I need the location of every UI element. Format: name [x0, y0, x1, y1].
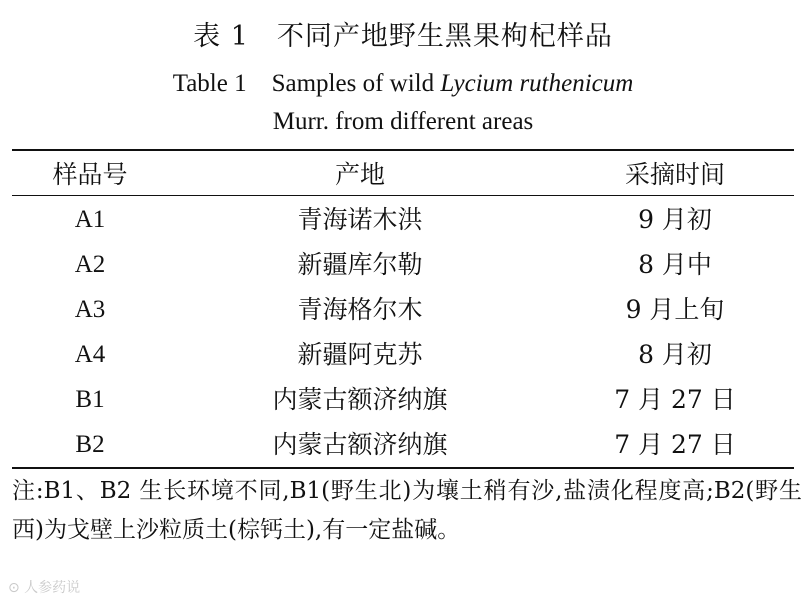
- table-footnote: 注:B1、B2 生长环境不同,B1(野生北)为壤土稍有沙,盐渍化程度高;B2(野生西)为戈壁上沙粒质土(棕钙土),有一定盐碱。: [12, 478, 802, 543]
- title-english-species: Lycium ruthenicum: [440, 70, 634, 97]
- header-origin: 产地: [334, 160, 385, 189]
- cell-origin: 内蒙古额济纳旗: [272, 430, 448, 459]
- table-row: [0, 287, 806, 332]
- cell-sample-no: B2: [75, 431, 105, 458]
- table-row: [0, 332, 806, 377]
- table-top-rule: [12, 149, 794, 151]
- cell-origin: 内蒙古额济纳旗: [272, 385, 448, 414]
- title-english-prefix: Table 1 Samples of wild: [172, 70, 441, 97]
- table-header-row: [0, 152, 806, 197]
- cell-picking-time: 7 月 27 日: [614, 385, 736, 414]
- cell-sample-no: B1: [75, 386, 105, 413]
- table-title-english-line2: Murr. from different areas: [272, 108, 534, 135]
- cell-origin: 青海格尔木: [297, 295, 423, 324]
- cell-sample-no: A1: [74, 206, 106, 233]
- table-bottom-rule: [12, 467, 794, 469]
- cell-picking-time: 8 月初: [638, 340, 712, 369]
- cell-sample-no: A3: [74, 296, 106, 323]
- watermark: ⊙ 人参药说: [8, 580, 81, 596]
- cell-origin: 新疆库尔勒: [297, 250, 423, 279]
- header-sample-no: 样品号: [52, 160, 128, 189]
- table-row: [0, 197, 806, 242]
- cell-sample-no: A2: [74, 251, 106, 278]
- cell-origin: 青海诺木洪: [297, 205, 423, 234]
- cell-sample-no: A4: [74, 341, 106, 368]
- cell-picking-time: 7 月 27 日: [614, 430, 736, 459]
- cell-picking-time: 8 月中: [638, 250, 712, 279]
- cell-picking-time: 9 月初: [638, 205, 712, 234]
- header-picking-time: 采摘时间: [624, 160, 725, 189]
- table-row: [0, 242, 806, 287]
- table-row: [0, 377, 806, 422]
- cell-picking-time: 9 月上旬: [625, 295, 725, 324]
- table-title-chinese: 表 1 不同产地野生黑果枸杞样品: [193, 21, 613, 52]
- table-row: [0, 422, 806, 467]
- cell-origin: 新疆阿克苏: [297, 340, 423, 369]
- table-title-english-line1: [0, 63, 806, 99]
- table-header-rule: [12, 195, 794, 196]
